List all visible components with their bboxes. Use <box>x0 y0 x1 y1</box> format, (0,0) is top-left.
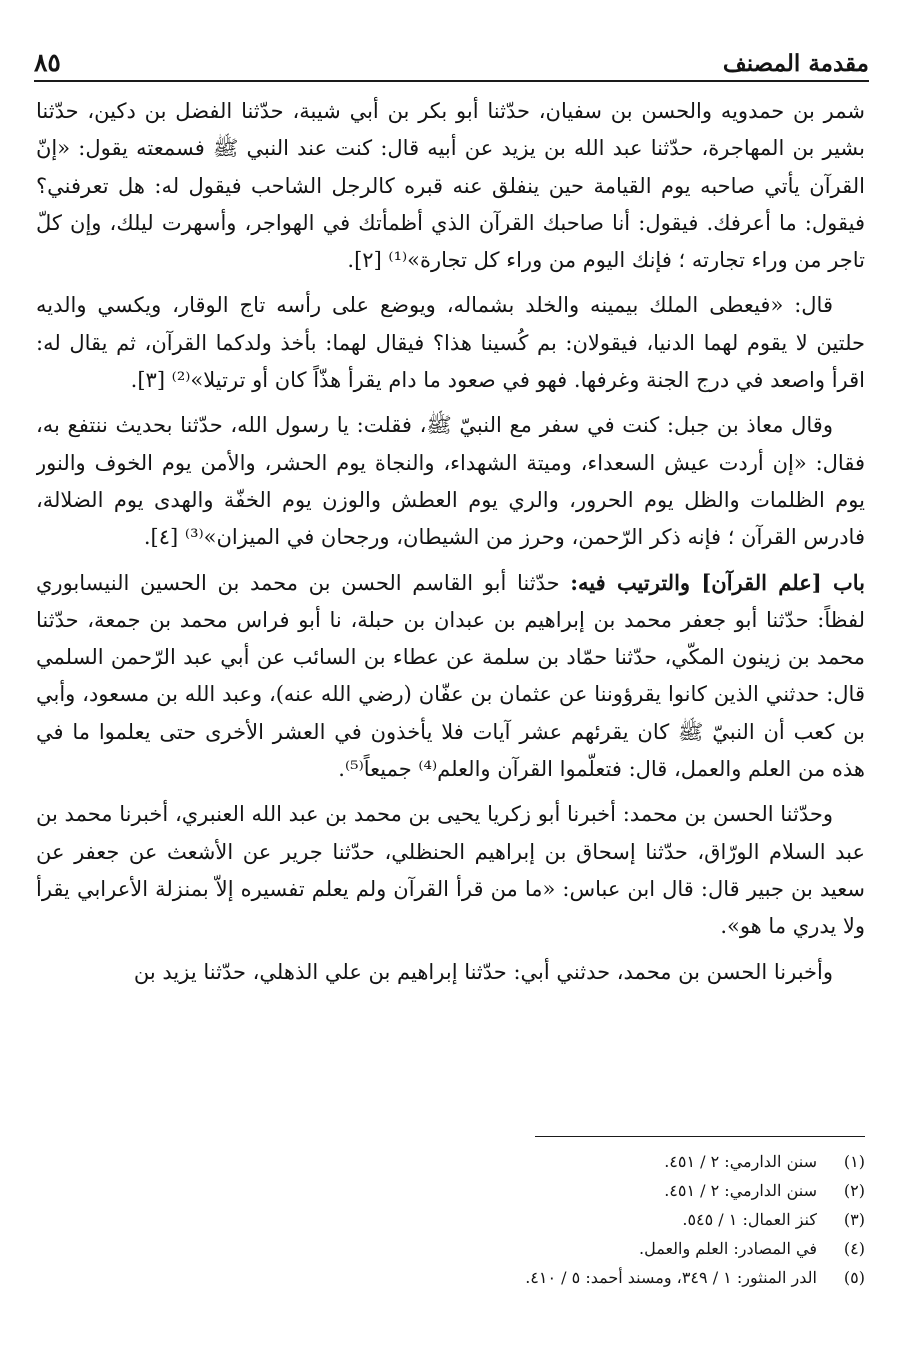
footnote-text: الدر المنثور: ١ / ٣٤٩، ومسند أحمد: ٥ / ٤١٠. <box>525 1268 817 1287</box>
footnote-number: (١) <box>843 1152 865 1171</box>
paragraph-1 <box>36 92 865 279</box>
paragraph-3 <box>36 406 865 556</box>
running-title: مقدمة المصنف <box>722 50 869 77</box>
footnote-5 <box>36 1263 865 1292</box>
chapter-heading: باب [علم القرآن] والترتيب فيه: <box>570 569 865 595</box>
paragraph-2 <box>36 286 865 399</box>
footnote-text: في المصادر: العلم والعمل. <box>638 1239 817 1258</box>
paragraph-text: وقال معاذ بن جبل: كنت في سفر مع النبيّ ﷺ، فقلت: يا رسول الله، حدّثنا بحديث ننتفع به، فقال: «إن أردت عيش السعداء، وميتة الشهداء، والنجاة يوم الحشر، والأمن يوم الخوف والنور يوم الظلمات والظل يوم الحرور، والري يوم العطش والوزن يوم الخفّة والهدى يوم الضلالة، فادرس القرآن ؛ فإنه ذكر الرّحمن، وحرز من الشيطان، ورجحان في الميزان»⁽³⁾ [٤]. <box>36 413 865 550</box>
footnote-text: سنن الدارمي: ٢ / ٤٥١. <box>664 1152 817 1171</box>
paragraph-text: وأخبرنا الحسن بن محمد، حدثني أبي: حدّثنا إبراهيم بن علي الذهلي، حدّثنا يزيد بن <box>133 959 833 984</box>
footnote-3 <box>36 1205 865 1234</box>
paragraph-6 <box>36 953 865 991</box>
footnote-number: (٣) <box>843 1210 865 1229</box>
paragraph-text: قال: «فيعطى الملك بيمينه والخلد بشماله، ويوضع على رأسه تاج الوقار، ويكسي والديه حلتين لا يقوم لهما الدنيا، فيقولان: بم كُسينا هذا؟ فيقال لهما: بأخذ ولدكما القرآن، ثم يقال له: اقرأ واصعد في درج الجنة وغرفها. فهو في صعود ما دام يقرأ هذّاً كان أو ترتيلا»⁽²⁾ [٣]. <box>36 293 865 393</box>
paragraph-5 <box>36 795 865 945</box>
footnote-2 <box>36 1176 865 1205</box>
footnote-text: كنز العمال: ١ / ٥٤٥. <box>682 1210 817 1229</box>
footnote-number: (٤) <box>843 1239 865 1258</box>
paragraph-text: وحدّثنا الحسن بن محمد: أخبرنا أبو زكريا يحيى بن محمد بن عبد الله العنبري، أخبرنا محمد بن عبد السلام الورّاق، حدّثنا إسحاق بن إبراهيم الحنظلي، حدّثنا جرير عن الأشعث عن جعفر عن سعيد بن جبير قال: قال ابن عباس: «ما من قرأ القرآن ولم يعلم تفسيره إلاّ بمنزلة الأعرابي يقرأ ولا يدري ما هو». <box>36 802 865 939</box>
page-number: ٨٥ <box>34 48 61 77</box>
main-text <box>36 92 865 1122</box>
paragraph-4-chapter <box>36 564 865 789</box>
footnote-number: (٥) <box>843 1268 865 1287</box>
page-header <box>34 26 869 82</box>
footnote-number: (٢) <box>843 1181 865 1200</box>
footnote-text: سنن الدارمي: ٢ / ٤٥١. <box>664 1181 817 1200</box>
footnote-4 <box>36 1234 865 1263</box>
footnote-1 <box>36 1147 865 1176</box>
footnotes <box>36 1147 865 1292</box>
paragraph-text: شمر بن حمدويه والحسن بن سفيان، حدّثنا أبو بكر بن أبي شيبة، حدّثنا الفضل بن دكين، حدّثنا بشير بن المهاجرة، حدّثنا عبد الله بن يزيد عن أبيه قال: كنت عند النبي ﷺ فسمعته يقول: «إنّ القرآن يأتي صاحبه يوم القيامة حين ينفلق عنه قبره كالرجل الشاحب فيقول له: هل تعرفني؟ فيقول: ما أعرفك. فيقول: أنا صاحبك القرآن الذي أظمأتك في الهواجر، وأسهرت ليلك، وإن كلّ تاجر من وراء تجارته ؛ فإنك اليوم من وراء كل تجارة»⁽¹⁾ [٢]. <box>36 99 865 273</box>
paragraph-text: حدّثنا أبو القاسم الحسن بن محمد بن الحسين النيسابوري لفظاً: حدّثنا أبو جعفر محمد بن إبراهيم بن عبدان بن حبلة، نا أبو فراس محمد بن جمعة، حدّثنا محمد بن زينون المكّي، حدّثنا حمّاد بن سلمة عن عطاء بن السائب عن أبي عبد الرّحمن السلمي قال: حدثني الذين كانوا يقرؤوننا عن عثمان بن عفّان (رضي الله عنه)، وعبد الله بن مسعود، وأبي بن كعب أن النبيّ ﷺ كان يقرئهم عشر آيات فلا يأخذون في العشر الأخرى حتى يعلموا ما في هذه من العلم والعمل، قال: فتعلّموا القرآن والعلم⁽⁴⁾ جميعاً⁽⁵⁾. <box>36 570 865 782</box>
footnote-separator <box>535 1136 865 1137</box>
